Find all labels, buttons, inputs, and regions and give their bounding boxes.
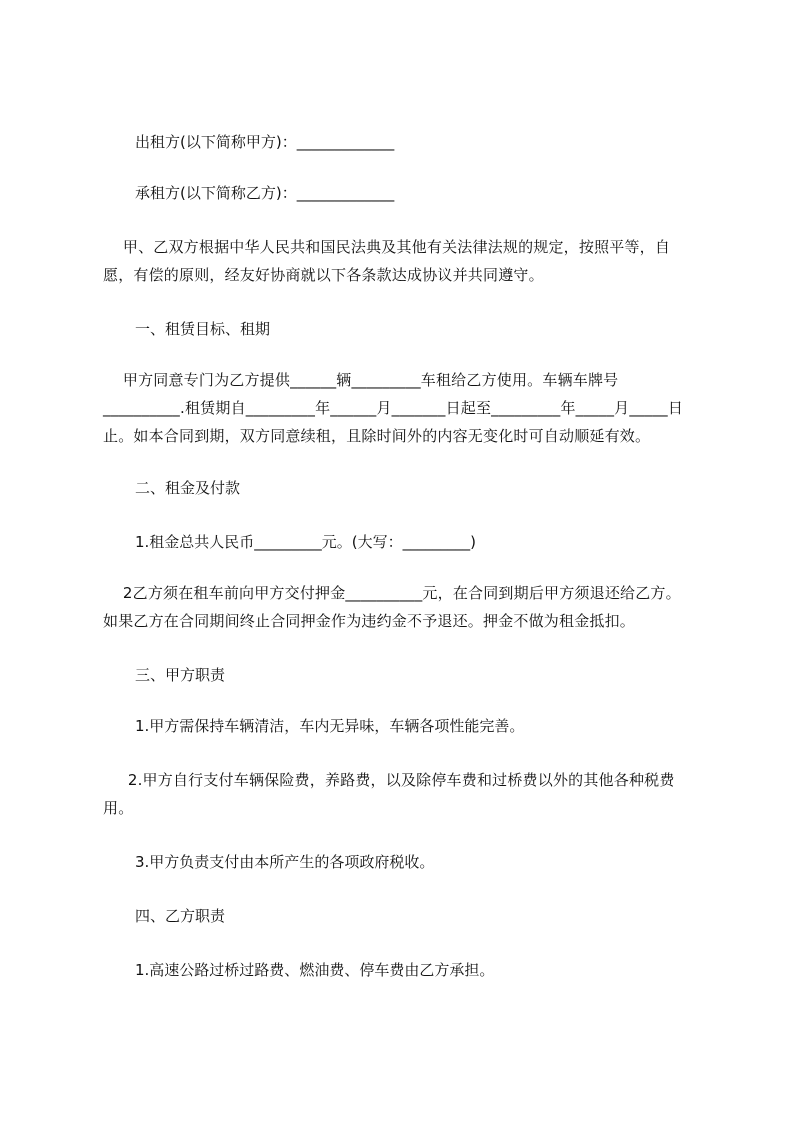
section-3-heading: 三、甲方职责 bbox=[135, 666, 226, 684]
section-2-item-2: 2乙方须在租车前向甲方交付押金__________元，在合同到期后甲方须退还给乙方。如果乙方在合同期间终止合同押金作为违约金不予退还。押金不做为租金抵扣。 bbox=[103, 584, 681, 630]
preamble-paragraph: 甲、乙双方根据中华人民共和国民法典及其他有关法律法规的规定，按照平等，自愿，有偿的原则，经友好协商就以下各条款达成协议并共同遵守。 bbox=[103, 238, 671, 284]
lessee-line: 承租方(以下简称乙方)：_____________ bbox=[135, 184, 395, 202]
section-3-item-1: 1.甲方需保持车辆清洁，车内无异味，车辆各项性能完善。 bbox=[135, 717, 525, 735]
section-1-paragraph: 甲方同意专门为乙方提供______辆_________车租给乙方使用。车辆车牌号__________.租赁期自_________年______月_______日起至_________年_____月_____日止。如本合同到期，双方同意续租，且除时间外的内容无变化时可自动顺延有效。 bbox=[103, 371, 684, 445]
section-4-heading: 四、乙方职责 bbox=[135, 907, 226, 925]
section-2-heading: 二、租金及付款 bbox=[135, 479, 241, 497]
section-1-heading: 一、租赁目标、租期 bbox=[135, 320, 271, 338]
section-2-item-1: 1.租金总共人民币_________元。(大写：_________) bbox=[135, 533, 477, 551]
lessor-line: 出租方(以下简称甲方)：_____________ bbox=[135, 133, 395, 151]
section-3-item-2: 2.甲方自行支付车辆保险费，养路费，以及除停车费和过桥费以外的其他各种税费用。 bbox=[103, 771, 675, 817]
section-4-item-1: 1.高速公路过桥过路费、燃油费、停车费由乙方承担。 bbox=[135, 961, 495, 979]
section-3-item-3: 3.甲方负责支付由本所产生的各项政府税收。 bbox=[135, 853, 435, 871]
